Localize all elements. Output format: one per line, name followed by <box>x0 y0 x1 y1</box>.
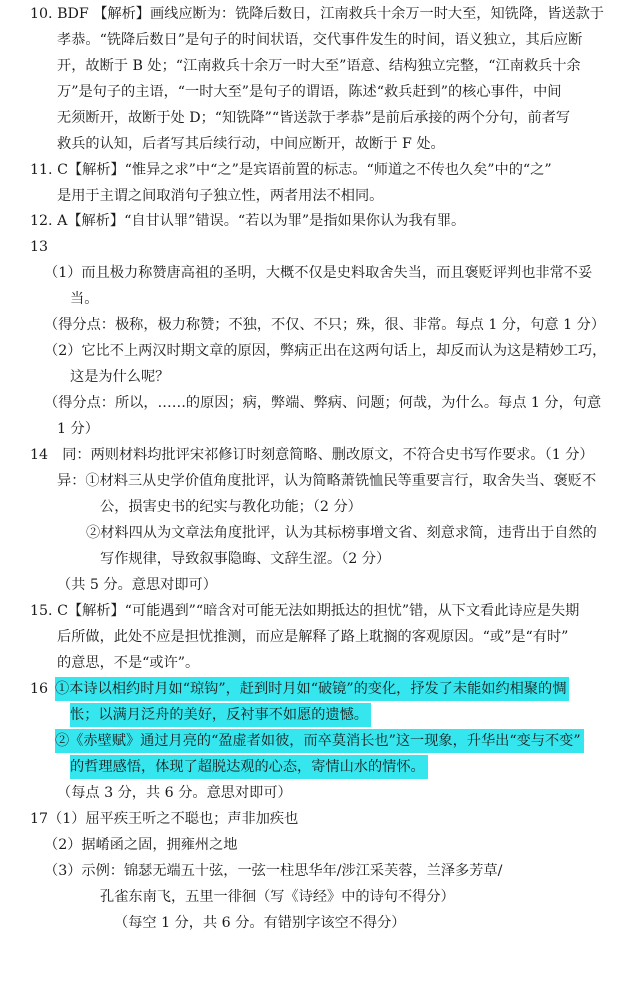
highlighted-answer-line: ②《赤壁赋》通过月亮的“盈虚者如彼，而卒莫消长也”这一现象，升华出“变与不变” <box>55 729 584 753</box>
answer-13-score: （得分点：所以，……的原因；病，弊端、弊病、问题；何哉，为什么。每点 1 分，句意 <box>44 395 602 411</box>
highlighted-answer-line: ①本诗以相约时月如“琼钩”，赶到时月如“破镜”的变化，抒发了未能如约相聚的惆 <box>55 677 569 701</box>
answer-13-line: 当。 <box>70 291 99 307</box>
answer-14-line: ②材料四从为文章法角度批评，认为其标榜事增文省、刻意求简，违背出于自然的 <box>86 525 597 541</box>
answer-10-line: 救兵的认知，后者写其后续行动，中间应断开，故断于 F 处。 <box>57 136 445 152</box>
answer-14-line: 14 同：两则材料均批评宋祁修订时刻意简略、删改原文，不符合史书写作要求。（1 分） <box>30 447 594 463</box>
answer-15-line: 15. C【解析】“可能遇到”“暗含对可能无法如期抵达的担忧”错，从下文看此诗应是失期 <box>30 603 580 619</box>
answer-10-line: 万”是句子的主语，“一时大至”是句子的谓语，陈述“救兵赶到”的核心事件，中间 <box>57 84 562 100</box>
answer-10-line: 无须断开，故断于处 D；“知铣降”“皆送款于孝恭”是前后承接的两个分句，前者写 <box>57 110 571 126</box>
answer-12-line: 12. A【解析】“自甘认罪”错误。“若以为罪”是指如果你认为我有罪。 <box>30 213 466 229</box>
answer-17-line: （2）据崤函之固，拥雍州之地 <box>44 837 238 853</box>
answer-14-score: （共 5 分。意思对即可） <box>57 577 217 593</box>
answer-10-line: 开，故断于 B 处；“江南救兵十余万一时大至”语意、结构独立完整，“江南救兵十余 <box>57 58 581 74</box>
answer-17-score: （每空 1 分，共 6 分。有错别字该空不得分） <box>114 915 406 931</box>
highlighted-answer-line: 怅；以满月泛舟的美好，反衬事不如愿的遗憾。 <box>70 703 371 727</box>
answer-10-line: 孝恭。“铣降后数日”是句子的时间状语，交代事件发生的时间，语义独立，其后应断 <box>57 32 583 48</box>
answer-13-line: （1）而且极力称赞唐高祖的圣明，大概不仅是史料取舍失当，而且褒贬评判也非常不妥 <box>44 265 593 281</box>
answer-13-score: 1 分） <box>57 421 99 437</box>
answer-16-score: （每点 3 分，共 6 分。意思对即可） <box>57 785 292 801</box>
answer-11-line: 11. C【解析】“惟异之求”中“之”是宾语前置的标志。“师道之不传也久矣”中的“之” <box>30 162 552 178</box>
answer-15-line: 后所做，此处不应是担忧推测，而应是解释了路上耽搁的客观原因。“或”是“有时” <box>57 629 569 645</box>
answer-14-line: 写作规律，导致叙事隐晦、文辞生涩。（2 分） <box>100 551 391 567</box>
answer-13-line: （2）它比不上两汉时期文章的原因，弊病正出在这两句话上，却反而认为这是精妙工巧， <box>44 343 607 359</box>
answer-11-line: 是用于主谓之间取消句子独立性，两者用法不相同。 <box>57 188 384 204</box>
answer-17-line: 17（1）屈平疾王听之不聪也；声非加疾也 <box>30 811 299 827</box>
answer-17-line: （3）示例：锦瑟无端五十弦，一弦一柱思华年/涉江采芙蓉，兰泽多芳草/ <box>44 863 503 879</box>
answer-10-line: 10. BDF 【解析】画线应断为：铣降后数日，江南救兵十余万一时大至，知铣降，皆送款于 <box>30 6 604 22</box>
answer-13-line: 这是为什么呢？ <box>70 369 170 385</box>
answer-13-score: （得分点：极称，极力称赞；不独，不仅、不只；殊，很、非常。每点 1 分，句意 1 分） <box>44 317 606 333</box>
answer-14-line: 异：①材料三从史学价值角度批评，认为简略萧铣恤民等重要言行，取舍失当、褒贬不 <box>57 473 597 489</box>
answer-14-line: 公，损害史书的纪实与教化功能；（2 分） <box>100 499 362 515</box>
answer-17-line: 孔雀东南飞，五里一徘徊（写《诗经》中的诗句不得分） <box>100 889 455 905</box>
highlighted-answer-line: 的哲理感悟，体现了超脱达观的心态，寄情山水的情怀。 <box>70 755 428 779</box>
answer-16-number: 16 <box>30 681 49 697</box>
answer-13-number: 13 <box>30 239 49 255</box>
answer-15-line: 的意思，不是“或许”。 <box>57 655 200 671</box>
